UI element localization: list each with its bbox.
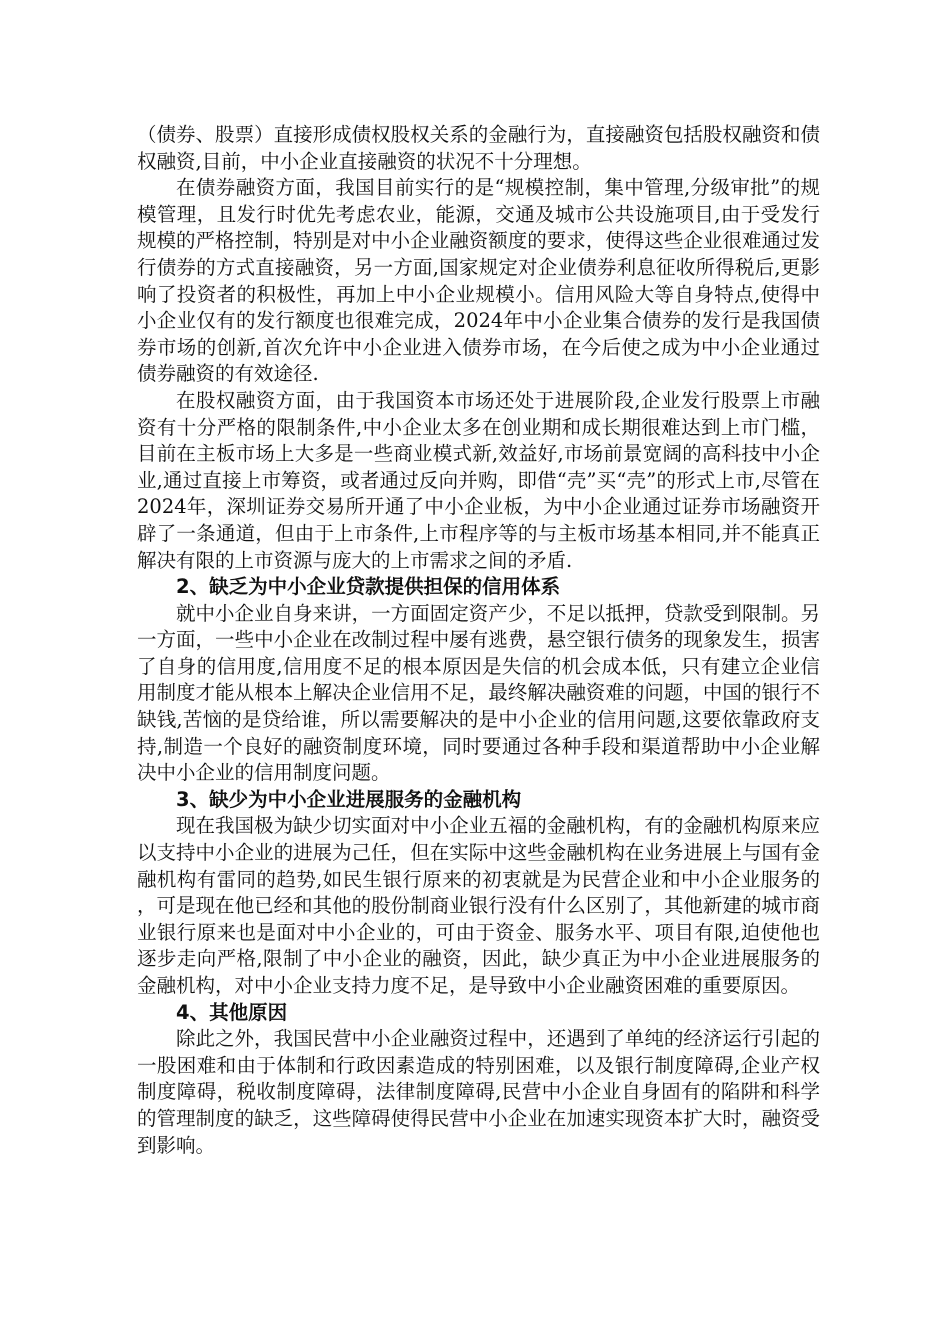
section-heading-financial-institutions: 3、缺少为中小企业进展服务的金融机构 <box>176 787 522 811</box>
document-body <box>137 122 820 1159</box>
paragraph-credit-system: 就中小企业自身来讲，一方面固定资产少，不足以抵押，贷款受到限制。另一方面，一些中小企业在改制过程中屡有逃费，悬空银行债务的现象发生，损害了自身的信用度,信用度不足的根本原因是失信的机会成本低，只有建立企业信用制度才能从根本上解决企业信用不足，最终解决融资难的问题，中国的银行不缺钱,苦恼的是贷给谁，所以需要解决的是中小企业的信用问题,这要依靠政府支持,制造一个良好的融资制度环境，同时要通过各种手段和渠道帮助中小企业解决中小企业的信用制度问题。 <box>137 601 820 785</box>
section-heading-other-reasons: 4、其他原因 <box>176 1000 288 1024</box>
paragraph-other-reasons: 除此之外，我国民营中小企业融资过程中，还遇到了单纯的经济运行引起的一股困难和由于体制和行政因素造成的特别困难，以及银行制度障碍,企业产权制度障碍，税收制度障碍，法律制度障碍,民营中小企业自身固有的陷阱和科学的管理制度的缺乏，这些障碍使得民营中小企业在加速实现资本扩大时，融资受到影响。 <box>137 1027 820 1157</box>
paragraph-equity-financing: 在股权融资方面，由于我国资本市场还处于进展阶段,企业发行股票上市融资有十分严格的限制条件,中小企业太多在创业期和成长期很难达到上市门槛，目前在主板市场上大多是一些商业模式新,效益好,市场前景宽阔的高科技中小企业,通过直接上市筹资，或者通过反向并购，即借“壳”买“壳”的形式上市,尽管在2024年，深圳证券交易所开通了中小企业板，为中小企业通过证券市场融资开辟了一条通道，但由于上市条件,上市程序等的与主板市场基本相同,并不能真正解决有限的上市资源与庞大的上市需求之间的矛盾. <box>137 388 820 572</box>
paragraph-financial-institutions: 现在我国极为缺少切实面对中小企业五福的金融机构，有的金融机构原来应以支持中小企业的进展为己任，但在实际中这些金融机构在业务进展上与国有金融机构有雷同的趋势,如民生银行原来的初衷就是为民营企业和中小企业服务的，可是现在他已经和其他的股份制商业银行没有什么区别了，其他新建的城市商业银行原来也是面对中小企业的，可由于资金、服务水平、项目有限,迫使他也逐步走向严格,限制了中小企业的融资，因此，缺少真正为中小企业进展服务的金融机构，对中小企业支持力度不足，是导致中小企业融资困难的重要原因。 <box>137 814 820 997</box>
paragraph-direct-financing-intro: （债券、股票）直接形成债权股权关系的金融行为，直接融资包括股权融资和债权融资,目前，中小企业直接融资的状况不十分理想。 <box>137 123 820 173</box>
paragraph-bond-financing: 在债券融资方面，我国目前实行的是“规模控制，集中管理,分级审批”的规模管理，且发行时优先考虑农业，能源，交通及城市公共设施项目,由于受发行规模的严格控制，特别是对中小企业融资额度的要求，使得这些企业很难通过发行债券的方式直接融资，另一方面,国家规定对企业债券利息征收所得税后,更影响了投资者的积极性，再加上中小企业规模小。信用风险大等自身特点,使得中小企业仅有的发行额度也很难完成，2024年中小企业集合债券的发行是我国债券市场的创新,首次允许中小企业进入债券市场，在今后使之成为中小企业通过债券融资的有效途径. <box>137 176 820 386</box>
section-heading-credit-system: 2、缺乏为中小企业贷款提供担保的信用体系 <box>176 575 561 599</box>
